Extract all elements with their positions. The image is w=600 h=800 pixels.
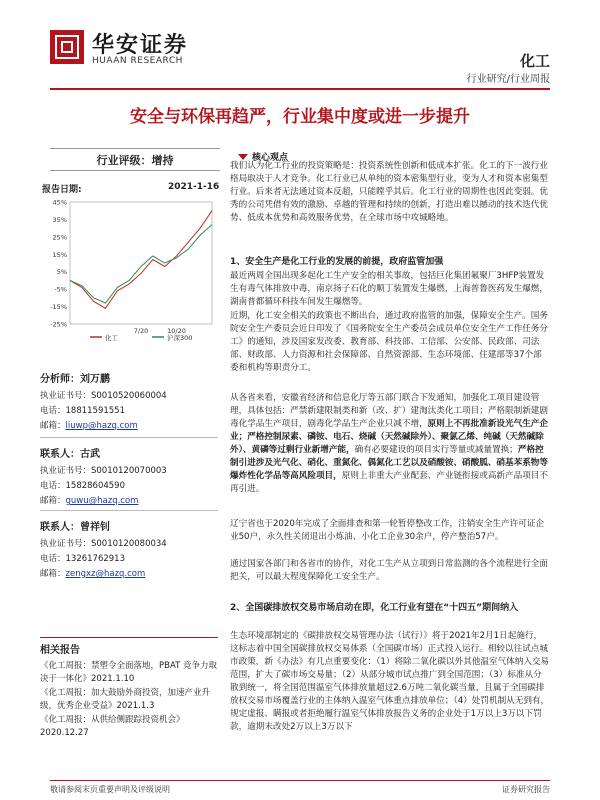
section-1-paragraph-4: 辽宁省也于2020年完成了全面排查和第一轮暂停整改工作，注销安全生产许可证企业50户，永久性关闭退出小炼油、小化工企业30余户，停产整治57户。 [230, 519, 545, 542]
y-tick-label: 5% [56, 268, 67, 277]
report-date-label: 报告日期: [42, 185, 82, 195]
contact-name: 联系人：古武 [40, 449, 100, 460]
rating-divider-top [50, 148, 220, 149]
report-date: 2021-1-16 [168, 182, 220, 192]
related-report-item[interactable]: 《化工周报：加大鼓励外商投资，加速产业升级，优秀企业受益》2021.1.3 [40, 688, 211, 711]
core-view-heading: 核心观点 [238, 150, 288, 163]
analyst-name: 分析师：刘万鹏 [40, 374, 110, 385]
analyst-phone: 电话：18811591551 [40, 406, 125, 416]
sector-label: 化工 [519, 52, 550, 70]
email-label: 邮箱： [40, 421, 66, 431]
series-line-0 [70, 211, 212, 309]
y-tick-label: 25% [52, 233, 67, 242]
related-report-item[interactable]: 《化工周报：从供给侧跟踪投资机会》2020.12.27 [40, 715, 185, 738]
sidebar-divider [40, 510, 218, 511]
legend-label: 化工 [105, 334, 118, 342]
performance-chart [42, 196, 222, 346]
email-label: 邮箱： [40, 569, 66, 579]
email-label: 邮箱： [40, 496, 66, 506]
y-tick-label: 45% [52, 198, 67, 207]
section-1-title: 1、安全生产是化工行业的发展的前提，政府监管加强 [230, 257, 444, 267]
y-tick-label: 15% [52, 250, 67, 259]
y-tick-label: -5% [54, 285, 67, 294]
y-tick-label: -25% [50, 320, 67, 329]
x-tick-label: 10/20 [167, 327, 186, 335]
report-category: 行业研究/行业周报 [466, 74, 550, 85]
contact-email-link[interactable]: zengxz@hazq.com [65, 569, 146, 579]
section-1-paragraph-1: 最近两周全国出现多起化工生产安全的相关事故，包括巨化集团氟聚厂3HFP装置发生有毒气体排放中毒，南京扬子石化的顺丁装置发生爆燃，上海普鲁医药发生爆燃，湖南普都循环科技车间发生爆燃等。 [230, 271, 548, 307]
x-tick-label: 7/20 [133, 327, 149, 335]
report-title: 安全与环保再趋严，行业集中度或进一步提升 [130, 107, 470, 127]
footer-disclaimer: 敬请参阅末页重要声明及评级说明 [50, 785, 170, 794]
section-1-paragraph-5: 通过国家各部门和各省市的协作，对化工生产从立项到日常监测的各个流程进行全面把关，可以最大程度保障化工安全生产。 [230, 559, 548, 582]
contact-block-1 [40, 445, 220, 506]
brand-name-en: HUAAN RESEARCH [92, 56, 183, 66]
footer-label: 证券研究报告 [502, 785, 550, 794]
intro-paragraph: 我们认为化工行业的投资策略是：投资系统性创新和低成本扩张。化工的下一波行业格局取决于人才竞争。化工行业已从单纯的资本密集型行业，变为人才和资本密集型行业。后来者无法通过资本反超，只能瞠乎其后。化工行业的周期性也因此变弱。优秀的公司凭借有效的激励、卓越的管理和持续的创新，打造出难以撼动的技术迭代优势、低成本优势和高效服务优势，在全球市场中攻城略地。 [230, 161, 548, 223]
analyst-email-link[interactable]: liuwp@hazq.com [65, 421, 138, 431]
footer-divider [50, 780, 550, 781]
section-2-title: 2、全国碳排放权交易市场启动在即，化工行业有望在“十四五”期间纳入 [230, 603, 519, 613]
related-report-item[interactable]: 《化工周报：禁塑令全面落地，PBAT 竞争力取决于一体化》2021.1.10 [40, 661, 218, 684]
brand-name-cn: 华安证券 [92, 33, 189, 58]
contact-name: 联系人：曾祥钊 [40, 522, 110, 533]
y-tick-label: 35% [52, 215, 67, 224]
contact-cert: 执业证书号：S0010120070003 [40, 466, 167, 476]
plot-frame [70, 202, 212, 324]
rating-divider-bottom [50, 170, 220, 171]
company-logo [50, 30, 84, 64]
contact-block-2 [40, 518, 220, 579]
series-line-1 [70, 225, 212, 303]
analyst-block-1 [40, 370, 220, 431]
related-divider [40, 637, 218, 638]
related-reports-title: 相关报告 [40, 645, 80, 656]
contact-email-link[interactable]: guwu@hazq.com [65, 496, 139, 506]
section-1-paragraph-3: 从各省来看，安徽省经济和信息化厅等五部门联合下发通知，加强化工项目建设管理，具体包括：严禁新建限制类和新（改、扩）建淘汰类化工项目；严格限制新建剧毒化学品生产项目，剧毒化学品生产企业只减不增，原则上不再批准新设光气生产企业；严格控制尿素、磷铵、电石、烧碱（天然碱除外）、聚氯乙烯、纯碱（天然碱除外）、黄磷等过剩行业新增产能，确有必要建设的项目实行等量或减量置换；严格控制引进涉及光气化、硝化、重氮化、偶氮化工艺以及硝酸铵、硝酸胍、硝基苯系物等爆炸性化学品等高风险项目，原则上非重大产业配套、产业链衔接或高新产品项目不再引进。 [230, 393, 548, 494]
analyst-cert: 执业证书号：S0010520060004 [40, 391, 167, 401]
y-tick-label: -15% [50, 303, 67, 312]
sidebar-divider [40, 437, 218, 438]
related-reports-list [40, 660, 220, 739]
legend-label: 沪深300 [167, 334, 193, 342]
contact-phone: 电话：15828604590 [40, 481, 125, 491]
header-divider [50, 88, 550, 90]
section-2-paragraph-1: 生态环境部制定的《碳排放权交易管理办法（试行）》将于2021年2月1日起施行，这标志着中国全国碳排放权交易体系（全国碳市场）正式投入运行。相较以往试点城市政策，新《办法》有几点重要变化：（1）将除二氧化碳以外其他温室气体纳入交易范围，扩大了碳市场交易量；（2）从部分城市试点推广到全国范围；（3）标准从分散到统一，将全国范围温室气体排放量超过2.6万吨二氧化碳当量，且属于全国碳排放权交易市场覆盖行业的主体纳入温室气体重点排放单位；（4）处罚机制从无到有，规定虚报、瞒报或者拒绝履行温室气体排放报告义务的企业处于1万以上3万以下罚款，逾期未改处2万以上3万以下 [230, 631, 550, 732]
industry-rating: 行业评级：增持 [96, 154, 174, 167]
contact-cert: 执业证书号：S0010120080034 [40, 539, 167, 549]
contact-phone: 电话：13261762913 [40, 554, 125, 564]
section-1-paragraph-2: 近期，化工安全相关的政策也不断出台，通过政府监管的加强，保障安全生产。国务院安全生产委员会近日印发了《国务院安全生产委员会成员单位安全生产工作任务分工》的通知，涉及国家发改委、教育部、科技部、工信部、公安部、民政部、司法部、财政部、人力资源和社会保障部、自然资源部、生态环境部、住建部等37个部委和机构等职责分工。 [230, 311, 548, 373]
